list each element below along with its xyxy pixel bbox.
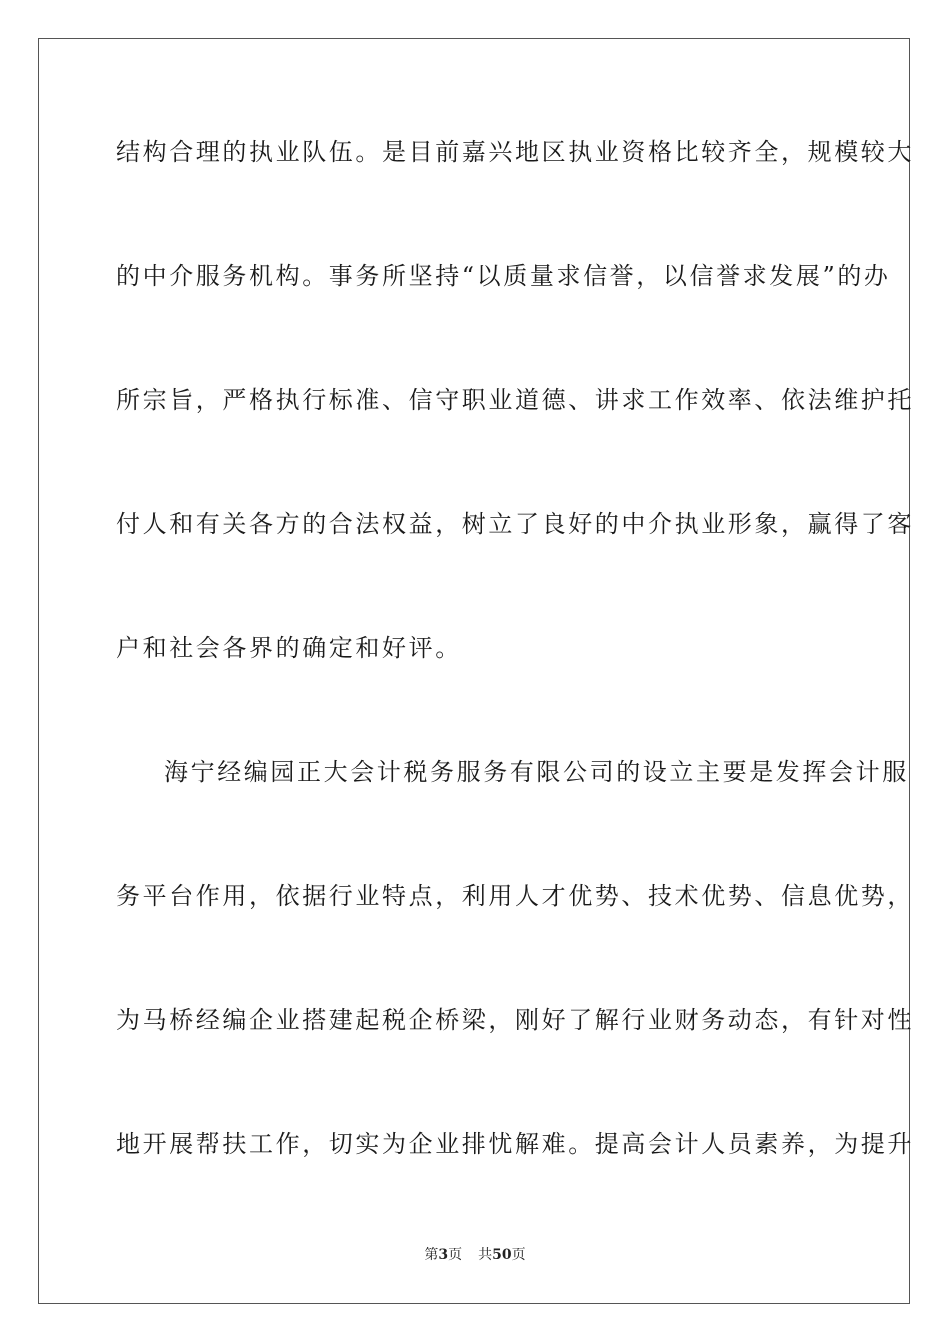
page-suffix: 页	[448, 1247, 463, 1263]
total-prefix: 共	[478, 1247, 493, 1263]
paragraph-line: 付人和有关各方的合法权益，树立了良好的中介执业形象，赢得了客	[116, 510, 914, 538]
paragraph-line: 户和社会各界的确定和好评。	[116, 634, 462, 662]
paragraph-line: 结构合理的执业队伍。是目前嘉兴地区执业资格比较齐全，规模较大	[116, 138, 914, 166]
total-suffix: 页	[511, 1247, 526, 1263]
page-border	[38, 38, 914, 1304]
page-number: 3	[438, 1247, 449, 1263]
paragraph-line: 为马桥经编企业搭建起税企桥梁，刚好了解行业财务动态，有针对性	[116, 1006, 914, 1034]
paragraph-line: 的中介服务机构。事务所坚持“以质量求信誉，以信誉求发展”的办	[116, 262, 891, 290]
paragraph-line: 地开展帮扶工作，切实为企业排忧解难。提高会计人员素养，为提升	[116, 1130, 914, 1158]
total-pages: 50	[492, 1247, 512, 1263]
paragraph-line: 海宁经编园正大会计税务服务有限公司的设立主要是发挥会计服	[164, 758, 909, 786]
paragraph-line: 务平台作用，依据行业特点，利用人才优势、技术优势、信息优势，	[116, 882, 914, 910]
page-prefix: 第	[424, 1247, 439, 1263]
page-footer	[0, 1246, 950, 1264]
paragraph-line: 所宗旨，严格执行标准、信守职业道德、讲求工作效率、依法维护托	[116, 386, 914, 414]
